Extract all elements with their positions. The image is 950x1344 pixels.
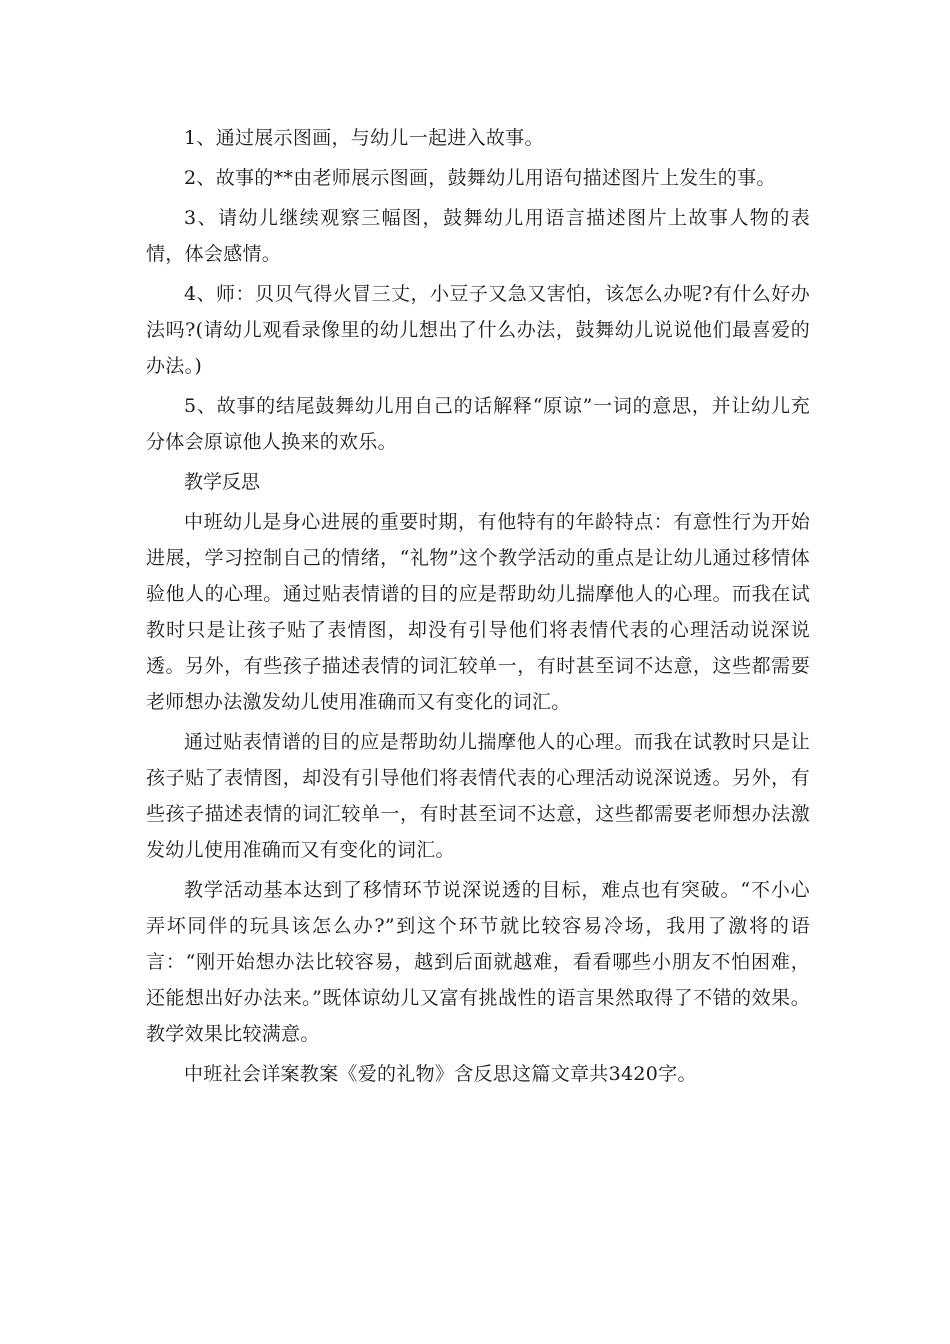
step-2: 2、故事的**由老师展示图画，鼓舞幼儿用语句描述图片上发生的事。: [184, 167, 776, 189]
step-1: 1、通过展示图画，与幼儿一起进入故事。: [184, 127, 544, 149]
reflection-paragraph-3: 教学活动基本达到了移情环节说深说透的目标，难点也有突破。“不小心弄坏同伴的玩具该怎么办?”到这个环节就比较容易冷场，我用了激将的语言：“刚开始想办法比较容易，越到后面就越难，看看哪些小朋友不怕困难，还能想出好办法来。”既体谅幼儿又富有挑战性的语言果然取得了不错的效果。教学效果比较满意。: [146, 879, 810, 1045]
reflection-paragraph-1: 中班幼儿是身心进展的重要时期，有他特有的年龄特点：有意性行为开始进展，学习控制自己的情绪，“礼物”这个教学活动的重点是让幼儿通过移情体验他人的心理。通过贴表情谱的目的应是帮助幼儿揣摩他人的心理。而我在试教时只是让孩子贴了表情图，却没有引导他们将表情代表的心理活动说深说透。另外，有些孩子描述表情的词汇较单一，有时甚至词不达意，这些都需要老师想办法激发幼儿使用准确而又有变化的词汇。: [146, 511, 810, 713]
document-body: [146, 120, 810, 1096]
reflection-heading: 教学反思: [184, 471, 261, 493]
footer-note: 中班社会详案教案《爱的礼物》含反思这篇文章共3420字。: [184, 1063, 697, 1085]
reflection-paragraph-2: 通过贴表情谱的目的应是帮助幼儿揣摩他人的心理。而我在试教时只是让孩子贴了表情图，却没有引导他们将表情代表的心理活动说深说透。另外，有些孩子描述表情的词汇较单一，有时甚至词不达意，这些都需要老师想办法激发幼儿使用准确而又有变化的词汇。: [146, 731, 810, 861]
step-5: 5、故事的结尾鼓舞幼儿用自己的话解释“原谅”一词的意思，并让幼儿充分体会原谅他人换来的欢乐。: [146, 395, 810, 453]
step-3: 3、请幼儿继续观察三幅图，鼓舞幼儿用语言描述图片上故事人物的表情，体会感情。: [146, 207, 810, 265]
step-4: 4、师：贝贝气得火冒三丈，小豆子又急又害怕，该怎么办呢?有什么好办法吗?(请幼儿观看录像里的幼儿想出了什么办法，鼓舞幼儿说说他们最喜爱的办法。): [146, 283, 810, 377]
